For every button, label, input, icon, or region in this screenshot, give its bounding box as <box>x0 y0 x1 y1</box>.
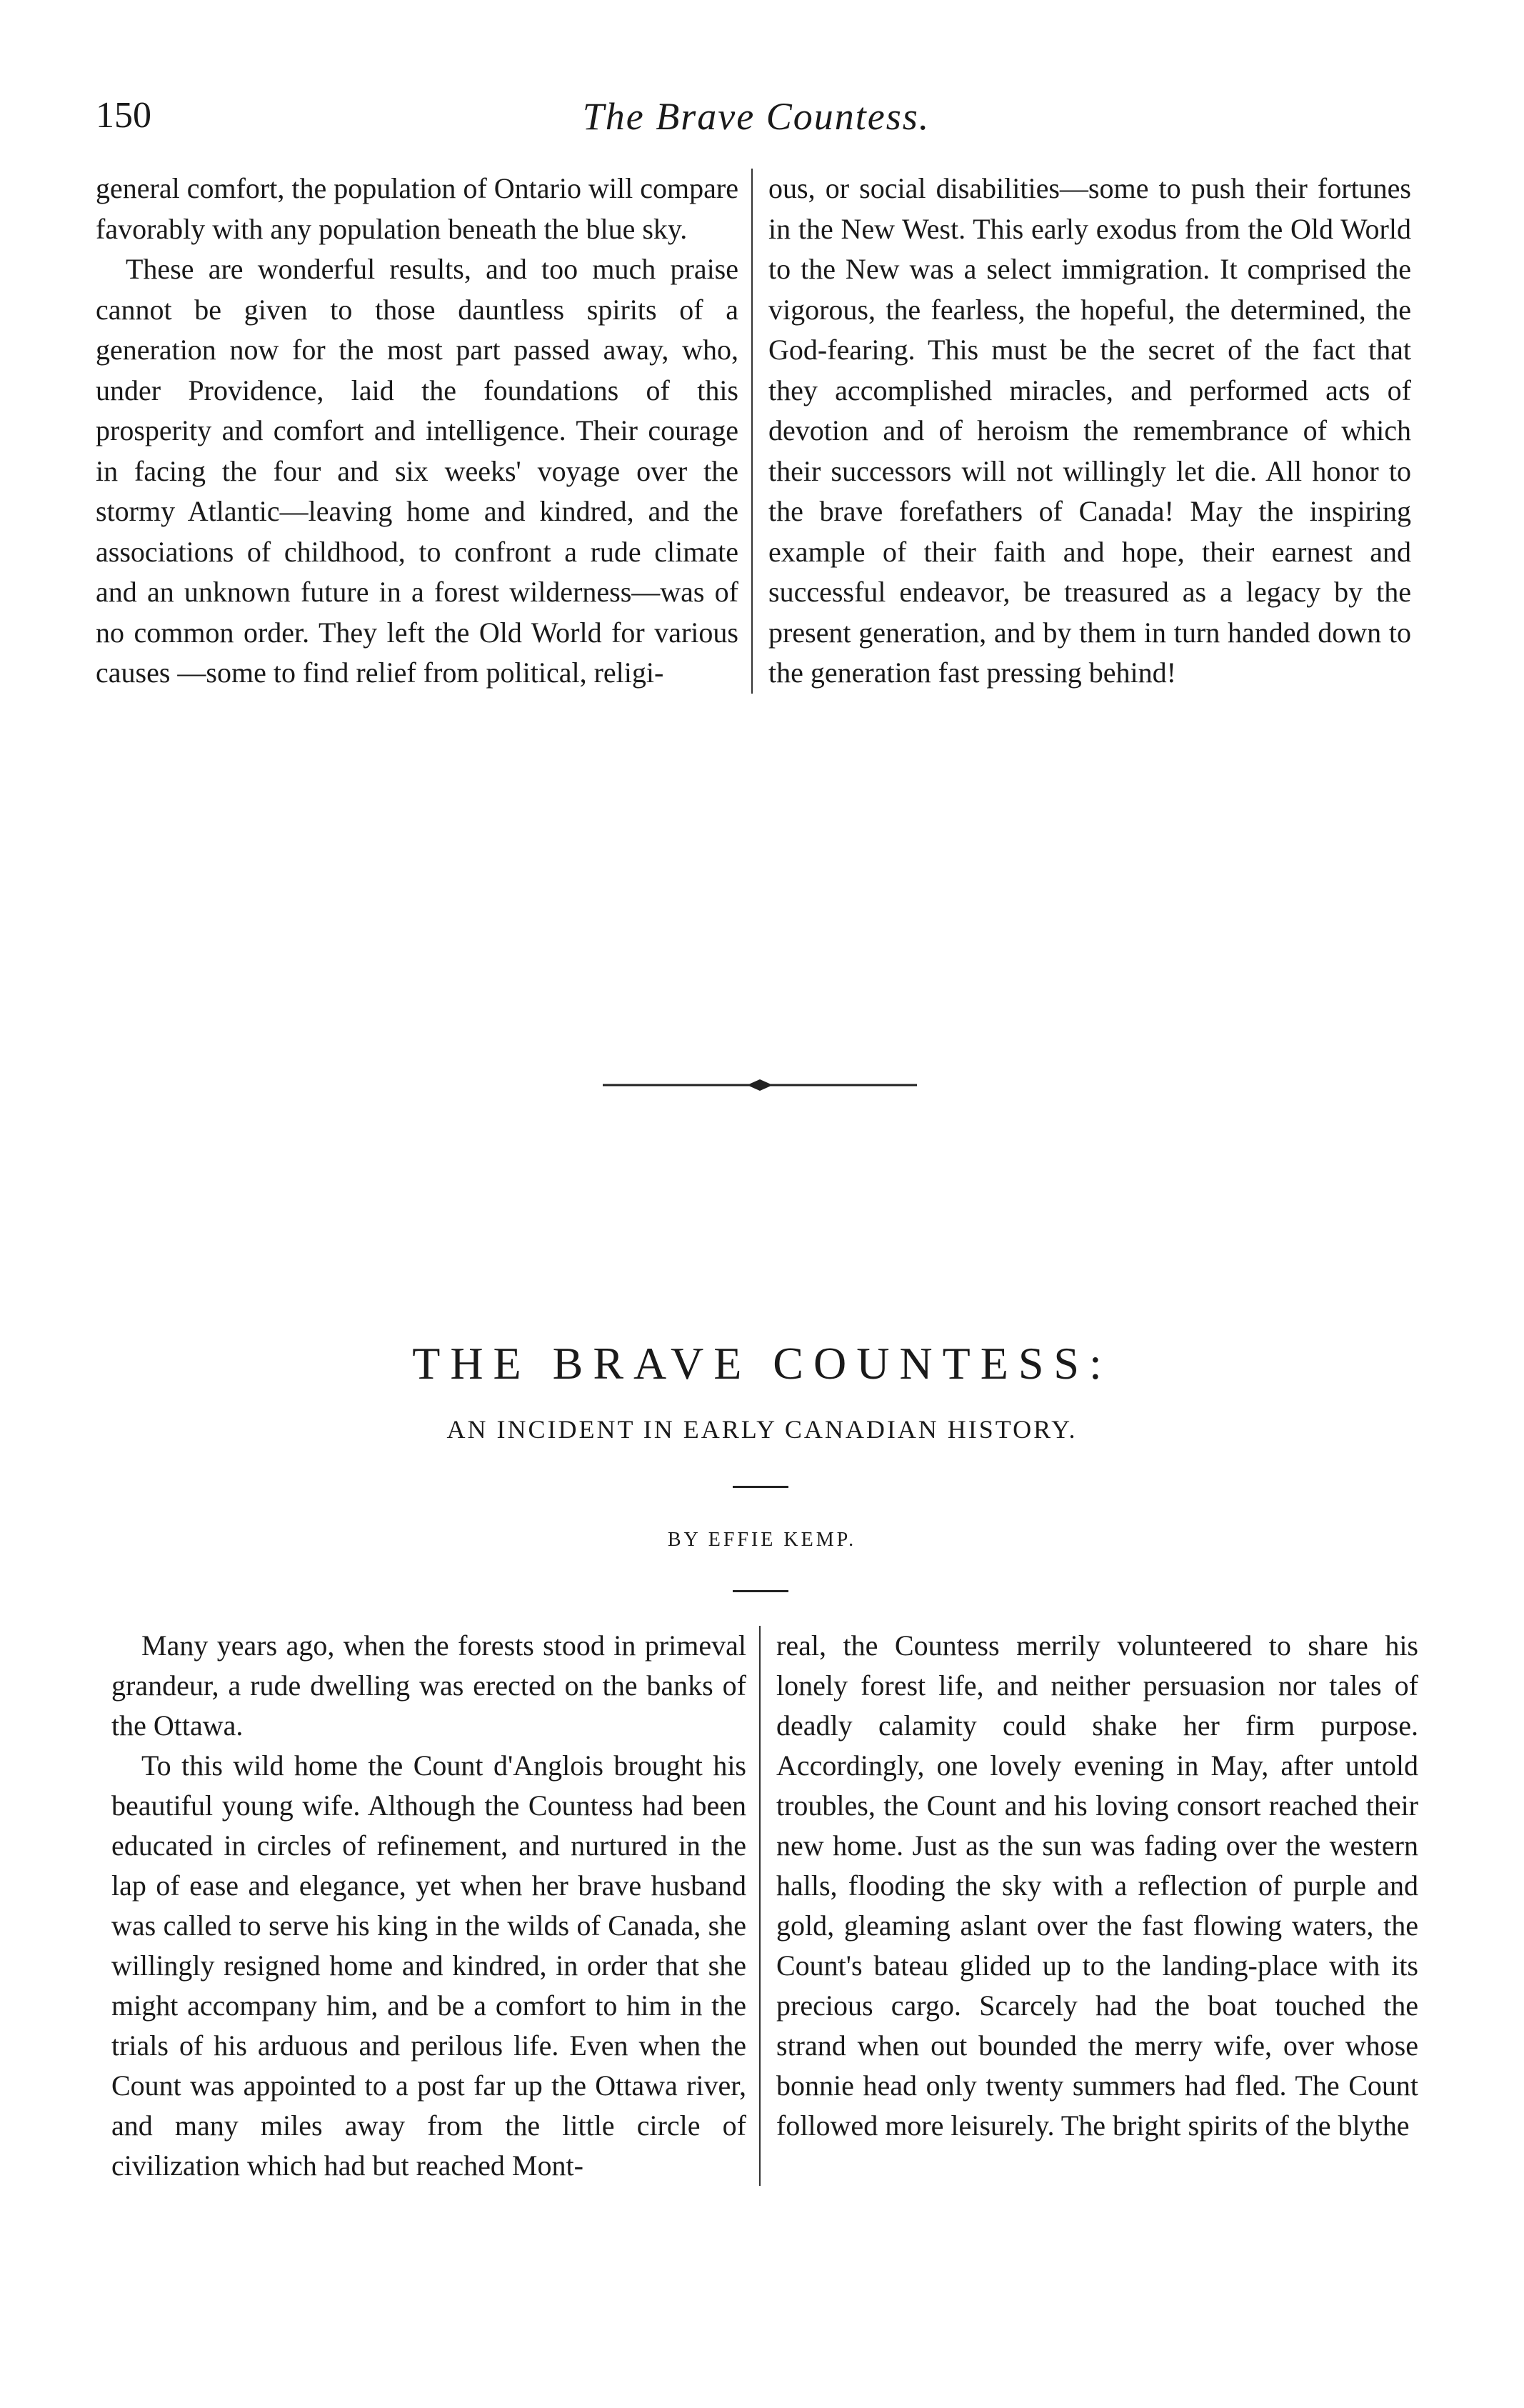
top-left-column <box>96 169 751 694</box>
article-left-column <box>111 1626 759 2186</box>
article-right-column <box>761 1626 1418 2186</box>
paragraph: These are wonderful results, and too much praise cannot be given to those dauntless spirits of a generation now for the most part passed away, who, under Providence, laid the foundations of this prosperity and comfort and intelligence. Their courage in facing the four and six weeks' voyage over the stormy Atlantic—leaving home and kindred, and the associations of childhood, to confront a rude climate and an unknown future in a forest wilderness—was of no common order. They left the Old World for various causes —some to find relief from political, religi- <box>96 253 738 689</box>
paragraph: general comfort, the population of Ontario will compare favorably with any population beneath the blue sky. <box>96 172 738 245</box>
title-rule <box>733 1486 788 1488</box>
article-subtitle: AN INCIDENT IN EARLY CANADIAN HISTORY. <box>446 1415 1078 1444</box>
paragraph: ous, or social disabilities—some to push their fortunes in the New West. This early exodus from the Old World to the New was a select immigration. It comprised the vigorous, the fearless, the hopeful, the determined, the God-fearing. This must be the secret of the fact that they accomplished miracles, and performed acts of devotion and of heroism the remembrance of which their successors will not willingly let die. All honor to the brave forefathers of Canada! May the inspiring example of their faith and hope, their earnest and successful endeavor, be treasured as a legacy by the present generation, and by them in turn handed down to the generation fast pressing behind! <box>768 172 1411 689</box>
paragraph: Many years ago, when the forests stood in primeval grandeur, a rude dwelling was erected on the banks of the Ottawa. <box>111 1629 746 1742</box>
byline: BY EFFIE KEMP. <box>667 1529 857 1551</box>
article-title: THE BRAVE COUNTESS: <box>412 1338 1112 1389</box>
byline-rule <box>733 1590 788 1592</box>
page-number: 150 <box>96 95 151 136</box>
article-body <box>111 1626 1418 2186</box>
paragraph: real, the Countess merrily volunteered to share his lonely forest life, and neither persuasion nor tales of deadly calamity could shake her firm purpose. Accordingly, one lovely evening in May, after untold troubles, the Count and his loving consort reached their new home. Just as the sun was fading over the western halls, flooding the sky with a reflection of purple and gold, gleaming aslant over the fast flowing waters, the Count's bateau glided up to the landing-place with its precious cargo. Scarcely had the boat touched the strand when out bounded the merry wife, over whose bonnie head only twenty summers had fled. The Count followed more leisurely. The bright spirits of the blythe <box>776 1629 1418 2142</box>
running-title: The Brave Countess. <box>582 95 931 138</box>
previous-article-text <box>96 169 1417 694</box>
paragraph: To this wild home the Count d'Anglois brought his beautiful young wife. Although the Countess had been educated in circles of refinement, and nurtured in the lap of ease and elegance, yet when her brave husband was called to serve his king in the wilds of Canada, she willingly resigned home and kindred, in order that she might accompany him, and be a comfort to him in the trials of his arduous and perilous life. Even when the Count was appointed to a post far up the Ottawa river, and many miles away from the little circle of civilization which had but reached Mont- <box>111 1749 746 2182</box>
page-header <box>96 94 1417 144</box>
section-ornament <box>603 1077 917 1093</box>
top-right-column <box>753 169 1411 694</box>
